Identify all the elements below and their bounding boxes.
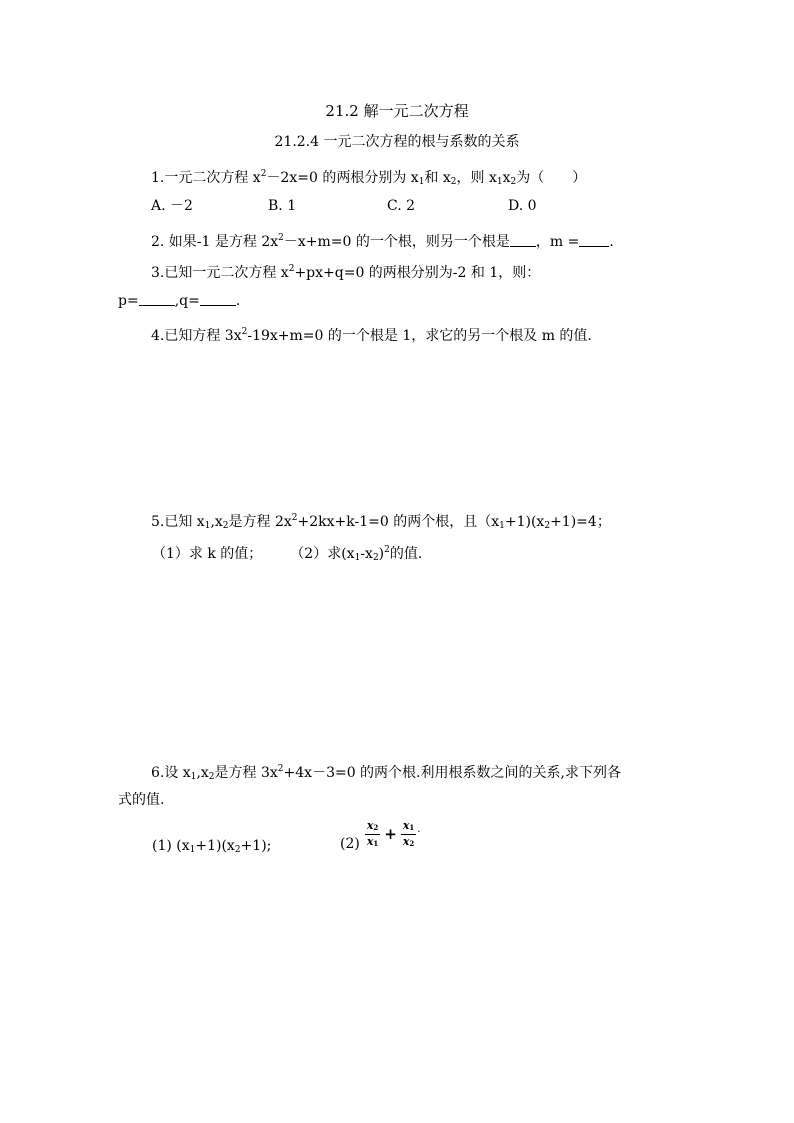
- q4-text: -19x+m=0 的一个根是 1，求它的另一个根及 m 的值.: [247, 328, 592, 344]
- fraction-numerator: x: [402, 818, 410, 832]
- q1-text: 1.一元二次方程 x: [151, 170, 261, 186]
- q6-part-1-text: +1)(x: [195, 838, 235, 854]
- q6-part-1-text: +1);: [240, 838, 272, 854]
- answer-blank[interactable]: [579, 232, 609, 247]
- q4-exponent: 2: [241, 327, 248, 337]
- q5-subscript: 1: [499, 521, 505, 531]
- q1-subscript: 1: [418, 177, 425, 187]
- fraction-subscript: 2: [373, 822, 379, 832]
- q5-subscript: 1: [354, 553, 361, 563]
- q5-exponent: 2: [291, 513, 298, 523]
- p-label: p=: [118, 293, 139, 309]
- fraction-denominator: x: [366, 834, 374, 848]
- q6-text: ,x: [196, 765, 209, 781]
- answer-blank[interactable]: [200, 291, 236, 306]
- q3-text: +px+q=0 的两根分别为-2 和 1，则：: [294, 265, 541, 281]
- plus-sign: +: [384, 825, 397, 843]
- q1-choice-d: D. 0: [508, 198, 537, 214]
- q5-text: +2kx+k-1=0 的两个根，且（x: [297, 514, 500, 530]
- question-3: [151, 259, 540, 283]
- q5-subscript: 2: [372, 553, 379, 563]
- q2-text: ，m =: [535, 234, 580, 250]
- q5-exponent: 2: [384, 545, 390, 555]
- q6-text: 6.设 x: [151, 765, 191, 781]
- answer-blank[interactable]: [139, 291, 175, 306]
- q3-text: 3.已知一元二次方程 x: [151, 265, 289, 281]
- q6-part-1-text: (1) (x: [152, 838, 190, 854]
- q2-text: 2. 如果-1 是方程 2x: [151, 234, 279, 250]
- q6-text: +4x－3=0 的两个根.利用根系数之间的关系,求下列各: [283, 765, 621, 781]
- q1-subscript: 2: [450, 177, 457, 187]
- question-5: [151, 508, 611, 536]
- question-6-part-1: [152, 836, 271, 860]
- q4-text: 4.已知方程 3x: [151, 328, 242, 344]
- answer-blank[interactable]: [510, 232, 536, 247]
- q3-text: .: [235, 293, 241, 309]
- question-5-parts: [152, 540, 422, 568]
- q2-text: .: [609, 234, 614, 250]
- q5-subscript: 1: [204, 521, 211, 531]
- q2-text: －x+m=0 的一个根，则另一个根是: [283, 234, 510, 250]
- q5-text: 5.已知 x: [151, 514, 205, 530]
- fraction-x2-over-x1: [365, 819, 380, 850]
- fraction-numerator: x: [366, 818, 374, 832]
- q6-end-period: .: [417, 823, 421, 835]
- q1-text: －2x=0 的两根分别为 x: [266, 170, 419, 186]
- q6-text: 是方程 3x: [214, 765, 278, 781]
- q1-choice-a: A. －2: [151, 198, 193, 214]
- q5-part-1: （1）求 k 的值；: [152, 546, 263, 562]
- question-3-answers: [118, 291, 240, 311]
- q1-text: 为（ ）: [516, 170, 587, 186]
- q6-part-2-label: (2): [340, 836, 360, 852]
- fraction-subscript: 1: [373, 838, 379, 848]
- subsection-title: 21.2.4 一元二次方程的根与系数的关系: [274, 134, 520, 150]
- q6-subscript: 1: [189, 845, 196, 855]
- q5-part-2: -x: [360, 546, 373, 562]
- q1-text: ，则 x: [456, 170, 497, 186]
- question-6: [151, 759, 621, 787]
- q5-text: +1)(x: [504, 514, 545, 530]
- question-4: [151, 322, 592, 346]
- q1-choice-c: C. 2: [387, 198, 416, 214]
- q1-text: x: [502, 170, 511, 186]
- q5-text: ,x: [210, 514, 223, 530]
- q5-part-2: ): [378, 546, 385, 562]
- fraction-subscript: 2: [409, 838, 415, 848]
- question-1: [151, 164, 586, 192]
- q5-part-2: （2）求(x: [290, 546, 355, 562]
- q1-text: 和 x: [424, 170, 451, 186]
- q1-choice-b: B. 1: [268, 198, 297, 214]
- question-6-part-2: [340, 816, 420, 852]
- q5-part-2: 的值.: [389, 546, 423, 562]
- q6-subscript: 2: [208, 772, 215, 782]
- q2-exponent: 2: [278, 233, 284, 243]
- fraction-denominator: x: [402, 834, 410, 848]
- question-6-continued: 式的值.: [118, 792, 165, 808]
- q5-subscript: 2: [544, 521, 551, 531]
- q3-exponent: 2: [288, 264, 295, 274]
- q6-subscript: 2: [234, 845, 241, 855]
- q1-subscript: 2: [510, 177, 517, 187]
- q1-exponent: 2: [260, 169, 267, 179]
- question-2: [151, 228, 614, 252]
- q5-text: +1)=4；: [550, 514, 611, 530]
- fraction-x1-over-x2: [401, 819, 416, 850]
- q5-text: 是方程 2x: [228, 514, 292, 530]
- q1-subscript: 1: [496, 177, 503, 187]
- q6-subscript: 1: [190, 772, 197, 782]
- q5-subscript: 2: [222, 521, 229, 531]
- fraction-subscript: 1: [409, 822, 415, 832]
- q-label: ,q=: [174, 293, 200, 309]
- section-title: 21.2 解一元二次方程: [325, 102, 469, 120]
- q6-exponent: 2: [277, 764, 284, 774]
